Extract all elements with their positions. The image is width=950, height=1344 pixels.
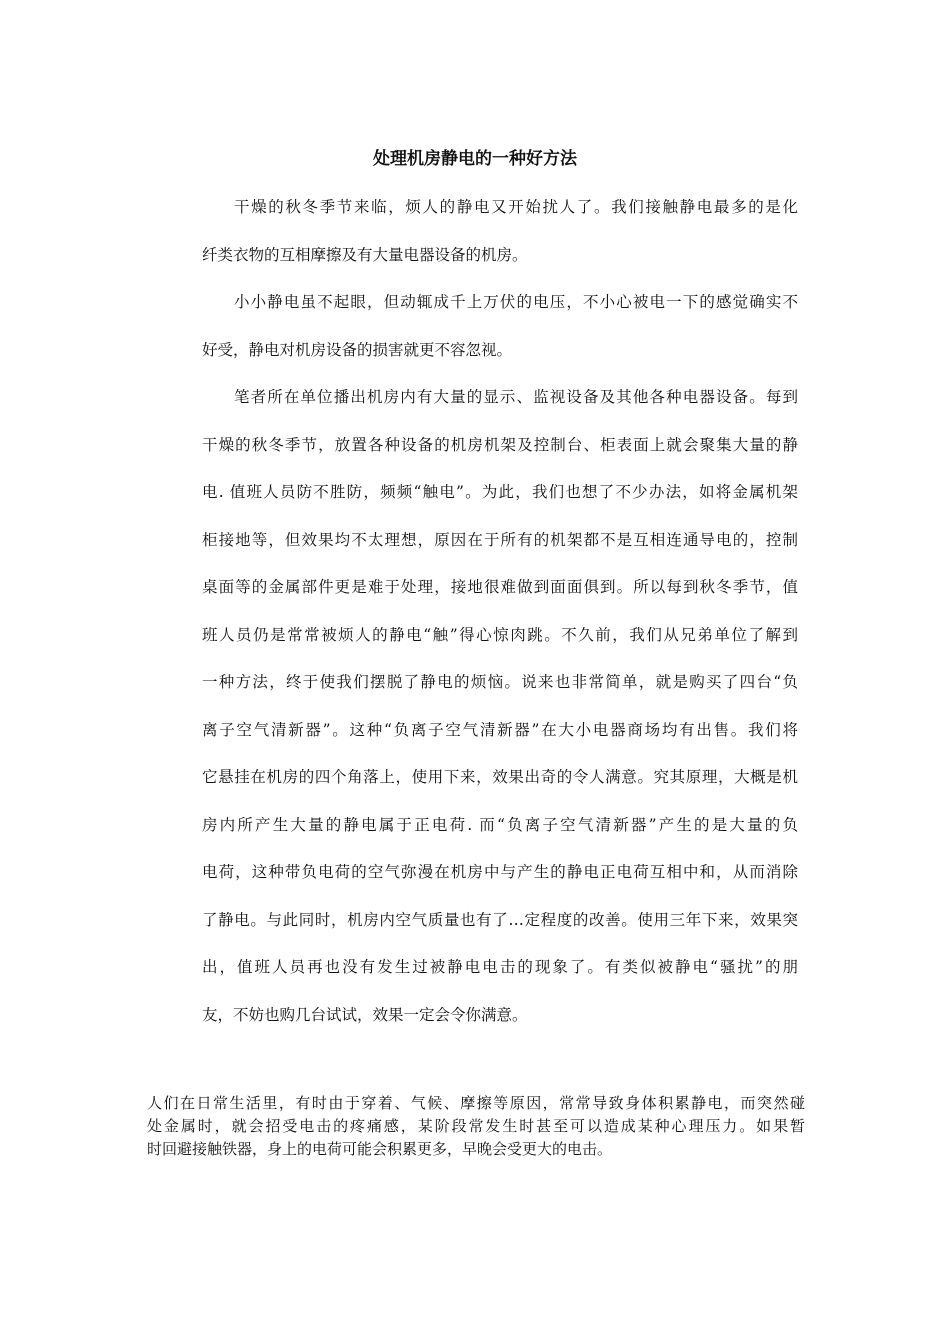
- article-line: 桌面等的金属部件更是难于处理，接地很难做到面面俱到。所以每到秋冬季节，值: [202, 578, 798, 596]
- note-line: 人们在日常生活里，有时由于穿着、气候、摩擦等原因，常常导致身体积累静电，而突然碰: [147, 1094, 805, 1112]
- article-line: 出，值班人员再也没有发生过被静电电击的现象了。有类似被静电“骚扰”的朋: [202, 958, 798, 976]
- article-line: 它悬挂在机房的四个角落上，使用下来，效果出奇的令人满意。究其原理，大概是机: [202, 768, 798, 786]
- article-line: 小小静电虽不起眼，但动辄成千上万伏的电压，不小心被电一下的感觉确实不: [234, 293, 798, 311]
- article-line: 一种方法，终于使我们摆脱了静电的烦恼。说来也非常简单，就是购买了四台“负: [202, 673, 798, 691]
- document-title: 处理机房静电的一种好方法: [373, 149, 577, 169]
- article-line: 柜接地等，但效果均不太理想，原因在于所有的机架都不是互相连通导电的，控制: [202, 531, 798, 549]
- article-line: 了静电。与此同时，机房内空气质量也有了…定程度的改善。使用三年下来，效果突: [202, 911, 798, 929]
- article-line: 干燥的秋冬季节，放置各种设备的机房机架及控制台、柜表面上就会聚集大量的静: [202, 436, 798, 454]
- note-line: 处金属时，就会招受电击的疼痛感，某阶段常发生时甚至可以造成某种心理压力。如果暂: [147, 1117, 805, 1135]
- article-line: 笔者所在单位播出机房内有大量的显示、监视设备及其他各种电器设备。每到: [234, 388, 798, 406]
- article-line: 友，不妨也购几台试试，效果一定会令你满意。: [202, 1006, 528, 1024]
- article-line: 电荷，这种带负电荷的空气弥漫在机房中与产生的静电正电荷互相中和，从而消除: [202, 863, 798, 881]
- article-line: 房内所产生大量的静电属于正电荷. 而“负离子空气清新器”产生的是大量的负: [202, 816, 798, 834]
- article-line: 离子空气清新器”。这种“负离子空气清新器”在大小电器商场均有出售。我们将: [202, 721, 798, 739]
- article-line: 好受，静电对机房设备的损害就更不容忽视。: [202, 341, 513, 359]
- article-line: 干燥的秋冬季节来临，烦人的静电又开始扰人了。我们接触静电最多的是化: [234, 198, 798, 216]
- article-line: 班人员仍是常常被烦人的静电“触”得心惊肉跳。不久前，我们从兄弟单位了解到: [202, 626, 798, 644]
- note-line: 时回避接触铁器，身上的电荷可能会积累更多，早晚会受更大的电击。: [147, 1140, 613, 1158]
- article-line: 电. 值班人员防不胜防，频频“触电”。为此，我们也想了不少办法，如将金属机架: [202, 483, 798, 501]
- article-line: 纤类衣物的互相摩擦及有大量电器设备的机房。: [202, 246, 528, 264]
